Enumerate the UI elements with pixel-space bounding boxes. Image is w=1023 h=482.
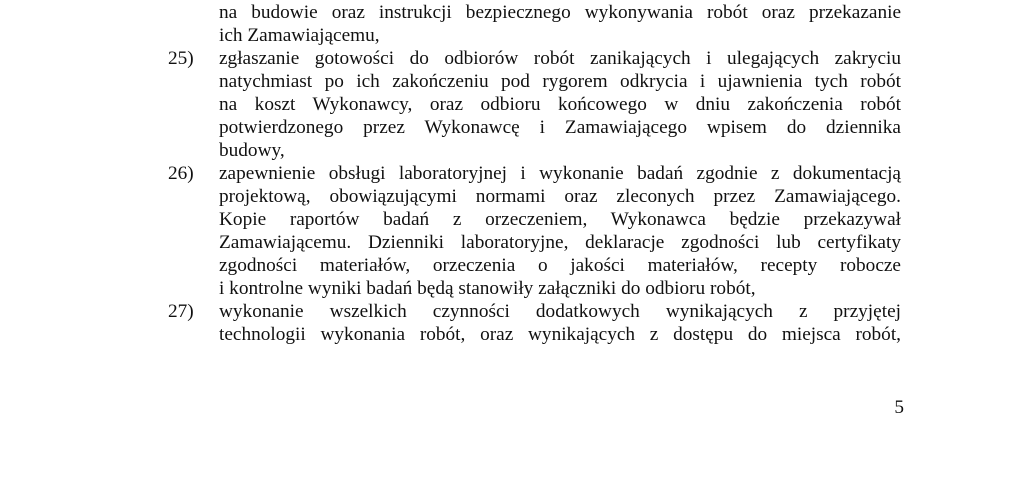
text-line: zgłaszanie gotowości do odbiorów robót zanikających i ulegających zakryciu [219, 48, 901, 69]
text-line: na koszt Wykonawcy, oraz odbioru końcowego w dniu zakończenia robót [219, 94, 901, 115]
text-line: technologii wykonania robót, oraz wynikających z dostępu do miejsca robót, [219, 324, 901, 345]
text-line: budowy, [219, 140, 285, 161]
text-line: zgodności materiałów, orzeczenia o jakości materiałów, recepty robocze [219, 255, 901, 276]
text-line: Kopie raportów badań z orzeczeniem, Wykonawca będzie przekazywał [219, 209, 901, 230]
text-line: ich Zamawiającemu, [219, 25, 380, 46]
list-item-number: 26) [168, 163, 194, 184]
text-line: wykonanie wszelkich czynności dodatkowych wynikających z przyjętej [219, 301, 901, 322]
page-number: 5 [894, 397, 904, 418]
text-line: potwierdzonego przez Wykonawcę i Zamawiającego wpisem do dziennika [219, 117, 901, 138]
text-line: Zamawiającemu. Dzienniki laboratoryjne, deklaracje zgodności lub certyfikaty [219, 232, 901, 253]
text-line: zapewnienie obsługi laboratoryjnej i wykonanie badań zgodnie z dokumentacją [219, 163, 901, 184]
list-item-number: 27) [168, 301, 194, 322]
text-line: i kontrolne wyniki badań będą stanowiły załączniki do odbioru robót, [219, 278, 756, 299]
text-line: natychmiast po ich zakończeniu pod rygorem odkrycia i ujawnienia tych robót [219, 71, 901, 92]
list-item-number: 25) [168, 48, 194, 69]
text-line: na budowie oraz instrukcji bezpiecznego wykonywania robót oraz przekazanie [219, 2, 901, 23]
text-line: projektową, obowiązującymi normami oraz zleconych przez Zamawiającego. [219, 186, 901, 207]
